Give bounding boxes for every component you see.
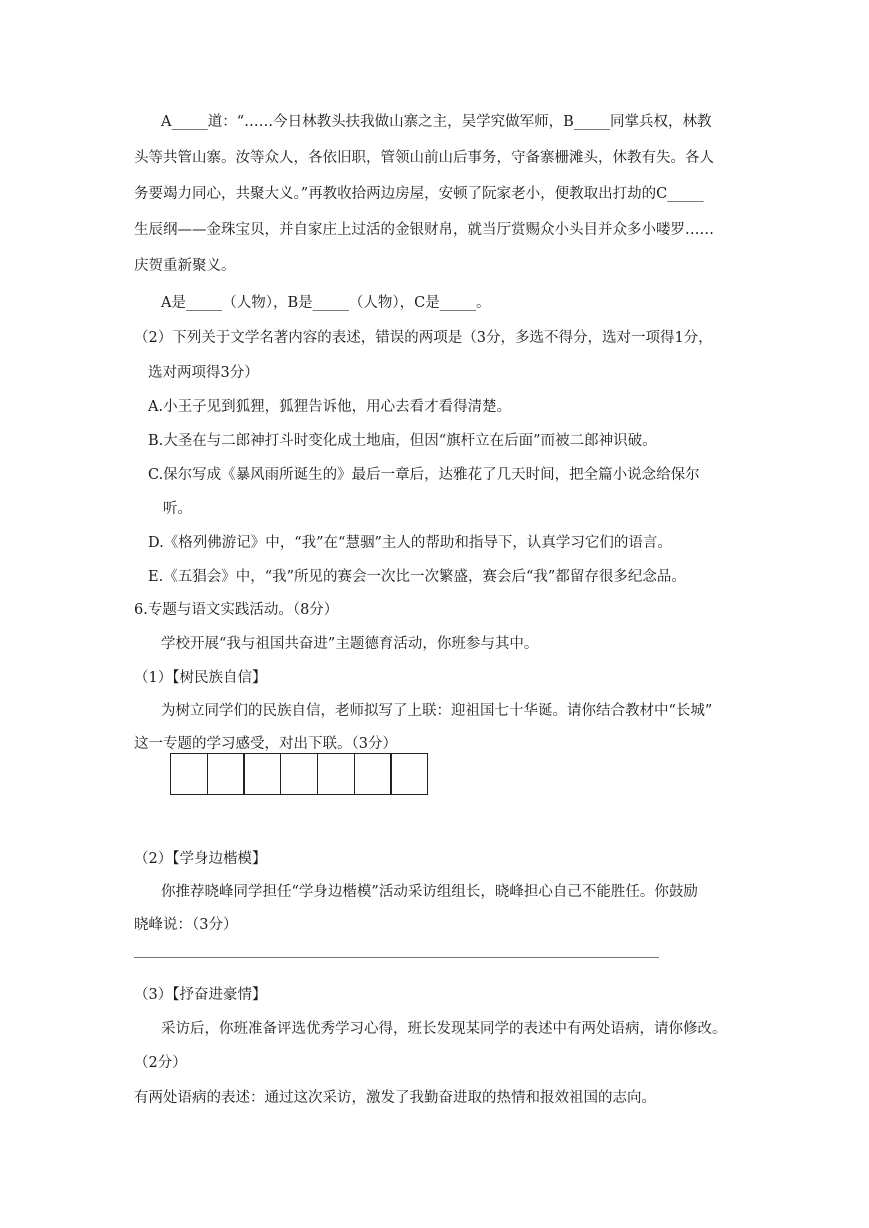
text-line: 选对两项得3分） xyxy=(148,365,259,381)
text-line: 采访后，你班准备评选优秀学习心得，班长发现某同学的表述中有两处语病，请你修改。 xyxy=(161,1021,727,1037)
text-line: 为树立同学们的民族自信，老师拟写了上联：迎祖国七十华诞。请你结合教材中“长城” xyxy=(161,703,713,719)
text-line: （2）【学身边楷模】 xyxy=(134,851,267,867)
answer-box[interactable] xyxy=(243,753,281,795)
text-line: 你推荐晓峰同学担任“学身边楷模”活动采访组组长，晓峰担心自己不能胜任。你鼓励 xyxy=(161,884,698,900)
answer-box[interactable] xyxy=(317,753,355,795)
text-line: 晓峰说：（3分） xyxy=(134,917,238,933)
text-line: A是_____（人物），B是_____（人物），C是_____。 xyxy=(161,295,491,311)
text-line: 庆贺重新聚义。 xyxy=(134,258,236,274)
answer-box[interactable] xyxy=(207,753,245,795)
text-line: （3）【抒奋进豪情】 xyxy=(134,987,267,1003)
text-line: A_____道：“……今日林教头扶我做山寨之主，吴学究做军师，B_____同掌兵权，林教 xyxy=(161,114,712,130)
answer-box[interactable] xyxy=(280,753,318,795)
text-line: E.《五猖会》中，“我”所见的赛会一次比一次繁盛，赛会后“我”都留存很多纪念品。 xyxy=(148,569,686,585)
text-line: B.大圣在与二郎神打斗时变化成土地庙，但因“旗杆立在后面”而被二郎神识破。 xyxy=(148,433,657,449)
text-line: 生辰纲——金珠宝贝，并自家庄上过活的金银财帛，就当厅赏赐众小头目并众多小喽罗…… xyxy=(134,222,714,238)
text-line: （1）【树民族自信】 xyxy=(134,670,267,686)
answer-box[interactable] xyxy=(390,753,428,795)
text-line: 头等共管山寨。汝等众人，各依旧职，管领山前山后事务，守备寨栅滩头，休教有失。各人 xyxy=(134,150,714,166)
text-line: 6.专题与语文实践活动。（8分） xyxy=(134,602,339,618)
text-line: 学校开展“我与祖国共奋进”主题德育活动，你班参与其中。 xyxy=(161,636,539,652)
answer-box[interactable] xyxy=(354,753,392,795)
answer-box[interactable] xyxy=(170,753,208,795)
text-line: 务要竭力同心，共聚大义。”再教收拾两边房屋，安顿了阮家老小，便教取出打劫的C_____ xyxy=(134,186,704,202)
couplet-answer-boxes xyxy=(170,753,428,795)
text-line: A.小王子见到狐狸，狐狸告诉他，用心去看才看得清楚。 xyxy=(148,399,512,415)
text-line: （2）下列关于文学名著内容的表述，错误的两项是（3分，多选不得分，选对一项得1分， xyxy=(134,330,713,346)
text-line: 这一专题的学习感受，对出下联。（3分） xyxy=(134,736,397,752)
text-line: C.保尔写成《暴风雨所诞生的》最后一章后，达雅花了几天时间，把全篇小说念给保尔 xyxy=(148,467,700,483)
text-line: 听。 xyxy=(163,501,192,517)
text-line: （2分） xyxy=(134,1055,187,1071)
text-line: 有两处语病的表述：通过这次采访，激发了我勤奋进取的热情和报效祖国的志向。 xyxy=(134,1090,656,1106)
text-line: D.《格列佛游记》中，“我”在“慧骃”主人的帮助和指导下，认真学习它们的语言。 xyxy=(148,535,672,551)
answer-blank-line xyxy=(134,957,659,958)
